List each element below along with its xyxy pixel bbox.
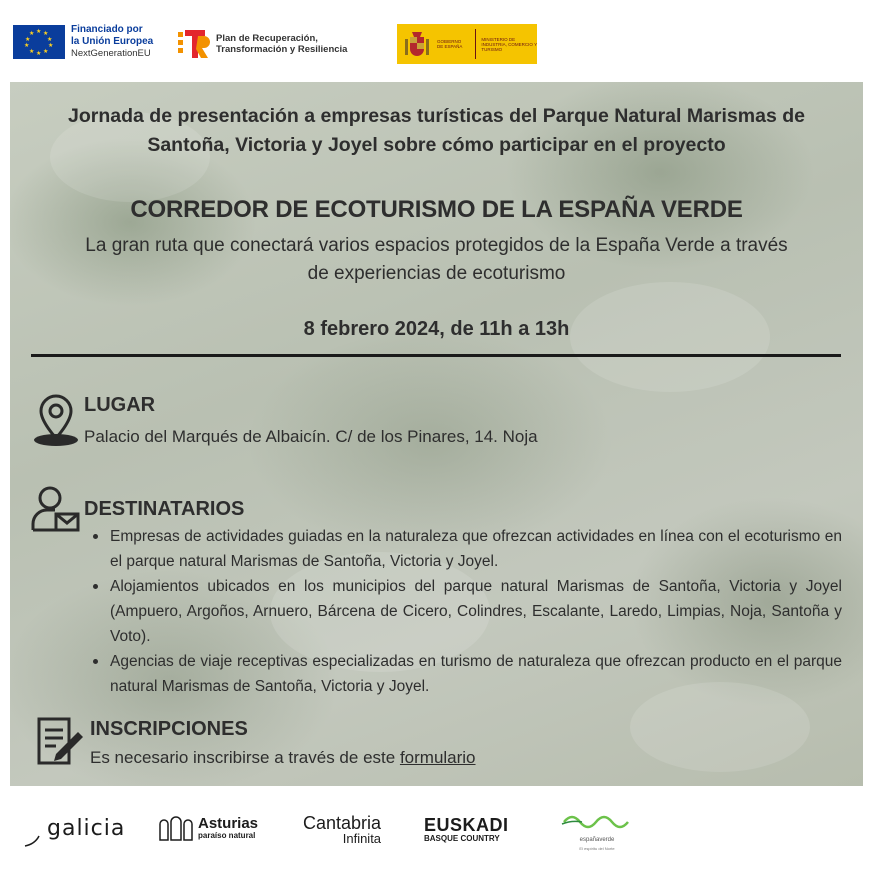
header-logos [0, 0, 873, 82]
form-edit-icon [36, 716, 84, 771]
galicia-swoosh-icon [23, 822, 51, 848]
list-item: Empresas de actividades guiadas en la naturaleza que ofrezcan actividades en línea con el ecoturismo en el parque natural Marismas de Santoña, Victoria y Joyel. [92, 524, 842, 574]
destinatarios-heading: DESTINATARIOS [84, 498, 245, 520]
eu-funding-logo [13, 24, 153, 60]
euskadi-line1: EUSKADI [424, 815, 509, 835]
lugar-address: Palacio del Marqués de Albaicín. C/ de los Pinares, 14. Noja [84, 427, 538, 446]
list-item: Alojamientos ubicados en los municipios del parque natural Marismas de Santoña, Victoria y Joyel (Ampuero, Argoños, Arnuero, Bárcena de Cicero, Colindres, Escalante, Laredo, Limpias, Noja, Santoña y Voto). [92, 574, 842, 649]
eu-line3: NextGenerationEU [71, 48, 151, 59]
cantabria-line2: Infinita [342, 831, 382, 846]
event-intro [10, 102, 863, 160]
destinatarios-list [92, 524, 842, 699]
prtr-logo [176, 28, 347, 60]
espanaverde-wave-icon [560, 812, 634, 830]
user-mail-icon [30, 486, 82, 539]
intro-line-2: Santoña, Victoria y Joyel sobre cómo participar en el proyecto [147, 134, 726, 156]
prtr-line1: Plan de Recuperación, [216, 33, 318, 44]
asturias-line1: Asturias [198, 815, 259, 832]
asturias-line2: paraíso natural [198, 831, 256, 840]
intro-line-1: Jornada de presentación a empresas turísticas del Parque Natural Marismas de [68, 105, 805, 127]
prtr-mark-icon [176, 28, 212, 60]
project-title: CORREDOR DE ECOTURISMO DE LA ESPAÑA VERDE [130, 196, 743, 223]
footer-logos [0, 786, 873, 869]
location-pin-icon [32, 392, 80, 453]
galicia-logo [27, 816, 125, 841]
list-item: Agencias de viaje receptivas especializadas en turismo de naturaleza que ofrezcan producto en el parque natural Marismas de Santoña, Victoria y Joyel. [92, 649, 842, 699]
ministerio-label: MINISTERIO DE INDUSTRIA, COMERCIO Y TURISMO [481, 36, 538, 52]
inscripciones-text: Es necesario inscribirse a través de este [90, 748, 396, 767]
galicia-label: galicia [47, 816, 126, 841]
project-subtitle [10, 232, 863, 288]
espanaverde-line1: españaverde [579, 837, 615, 843]
event-date: 8 febrero 2024, de 11h a 13h [303, 318, 570, 340]
euskadi-line2: BASQUE COUNTRY [424, 834, 500, 843]
gobierno-label: GOBIERNO DE ESPAÑA [437, 39, 463, 49]
coat-of-arms-icon [403, 29, 431, 59]
gobierno-separator [475, 29, 476, 59]
inscripciones-text-row [90, 748, 476, 768]
gobierno-logo [397, 24, 537, 64]
cantabria-logo [303, 814, 381, 845]
registration-form-link[interactable]: formulario [399, 748, 476, 767]
euskadi-logo [424, 816, 509, 843]
lugar-heading: LUGAR [84, 394, 156, 416]
subtitle-line-2: de experiencias de ecoturismo [307, 263, 566, 284]
prtr-line2: Transformación y Resiliencia [216, 44, 348, 55]
eu-line1: Financiado por [71, 24, 143, 35]
eu-flag-icon: ★ ★ ★ ★ ★ ★ ★ ★ ★ ★ [13, 25, 65, 59]
subtitle-line-1: La gran ruta que conectará varios espacios protegidos de la España Verde a través [85, 235, 788, 256]
espanaverde-line2: El espíritu del Norte [579, 846, 615, 851]
asturias-emblem-icon [158, 814, 194, 842]
eu-line2: la Unión Europea [71, 36, 154, 47]
asturias-logo [158, 814, 258, 842]
inscripciones-heading: INSCRIPCIONES [90, 718, 248, 740]
espanaverde-logo [560, 812, 634, 851]
divider [31, 354, 841, 357]
cantabria-line1: Cantabria [303, 813, 382, 833]
event-panel [10, 82, 863, 786]
